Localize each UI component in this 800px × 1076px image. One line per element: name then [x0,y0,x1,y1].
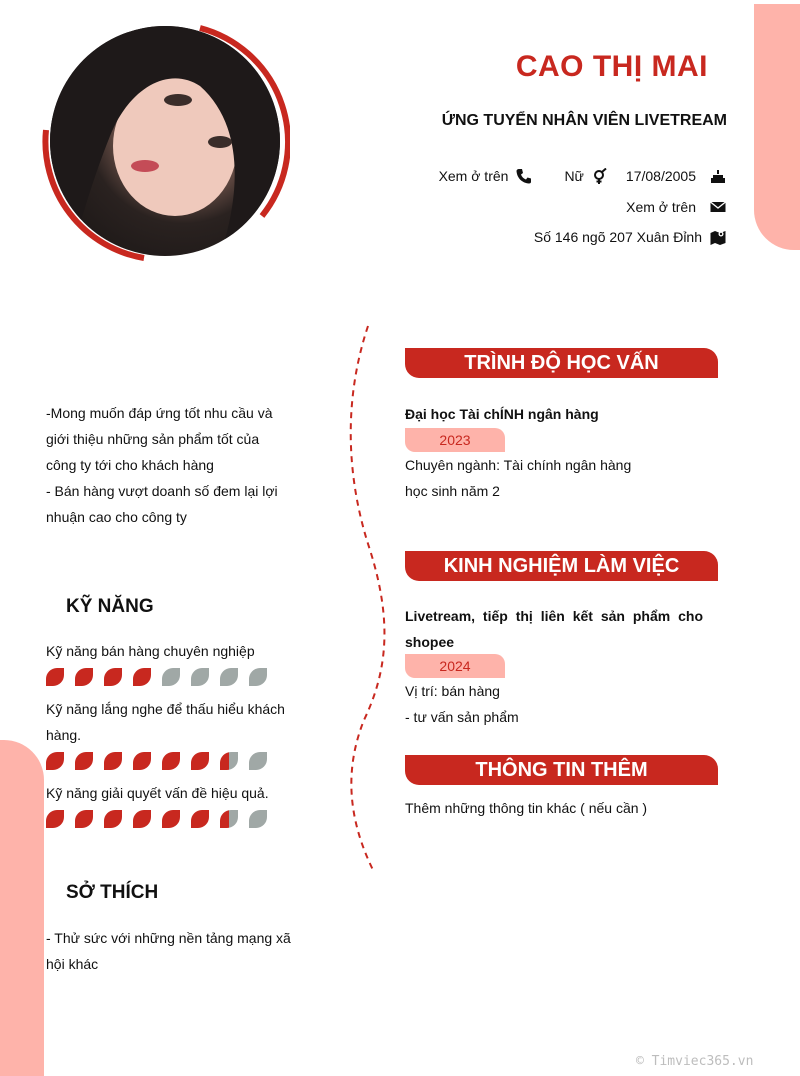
phone-icon [516,168,532,184]
extra-info-text: Thêm những thông tin khác ( nếu cần ) [405,800,648,816]
email-icon [710,199,726,215]
skill-label: Kỹ năng bán hàng chuyên nghiệp [46,643,255,659]
skill-rating [46,752,267,770]
skill-dot [191,810,209,828]
school-name: Đại học Tài chÍNH ngân hàng [405,406,599,422]
watermark: © Timviec365.vn [636,1054,754,1069]
skill-dot [220,752,238,770]
skill-dot [46,668,64,686]
address-value: Số 146 ngõ 207 Xuân Đỉnh [533,229,702,245]
skill-dot [75,810,93,828]
phone-value: Xem ở trên [438,168,509,184]
info-row-personal [420,168,726,184]
decorative-shape-top-right [754,4,800,250]
gender-icon [592,168,608,184]
birthday-value: 17/08/2005 [625,168,696,184]
objective-line: nhuận cao cho công ty [46,509,187,525]
skills-heading: KỸ NĂNG [66,596,154,617]
company-name [405,603,703,655]
education-year-badge: 2023 [405,428,505,452]
hobby-line: - Thử sức với những nền tảng mạng xã [46,930,291,946]
skill-dot [249,752,267,770]
skill-dot [104,752,122,770]
hobbies-heading: SỞ THÍCH [66,882,159,903]
objective-line: -Mong muốn đáp ứng tốt nhu cầu và [46,405,273,421]
skill-dot [46,752,64,770]
skill-dot [46,810,64,828]
skill-dot [133,752,151,770]
skill-dot [220,668,238,686]
skill-rating [46,810,267,828]
education-note: học sinh năm 2 [405,483,500,499]
email-value: Xem ở trên [626,199,696,215]
skill-label-line: hàng. [46,727,82,743]
skill-dot [249,810,267,828]
task-text: - tư vấn sản phẩm [405,709,519,725]
experience-heading: KINH NGHIỆM LÀM VIỆC [405,551,718,581]
avatar-photo [50,26,280,256]
skill-rating [46,668,267,686]
skill-dot [133,810,151,828]
education-heading: TRÌNH ĐỘ HỌC VẤN [405,348,718,378]
hobbies-text [46,925,296,977]
skill-label [46,696,296,748]
skill-dot [249,668,267,686]
objective-line: công ty tới cho khách hàng [46,457,214,473]
company-line: shopee [405,634,455,650]
objective-line: giới thiệu những sản phẩm tốt của [46,431,260,447]
skill-dot [162,752,180,770]
education-details [405,452,631,504]
career-objective [46,400,292,530]
skill-dot [220,810,238,828]
company-line: Livetream, tiếp thị liên kết sản phẩm cho [405,608,703,624]
experience-details [405,678,519,730]
skill-dot [191,668,209,686]
skill-dot [75,668,93,686]
candidate-name: CAO THỊ MAI [515,50,708,83]
skill-dot [162,810,180,828]
skill-label: Kỹ năng giải quyết vấn đề hiệu quả. [46,785,269,801]
gender-value: Nữ [564,168,584,184]
skill-label-line: Kỹ năng lắng nghe để thấu hiểu khách [46,701,285,717]
skill-dot [133,668,151,686]
skill-dot [104,810,122,828]
experience-year-badge: 2024 [405,654,505,678]
skill-dot [104,668,122,686]
job-title: ỨNG TUYỂN NHÂN VIÊN LIVETREAM [441,112,727,129]
objective-line: - Bán hàng vượt doanh số đem lại lợi [46,483,278,499]
dashed-divider-curve [330,320,400,880]
info-row-address [420,229,726,245]
map-icon [710,229,726,245]
skill-dot [162,668,180,686]
skill-dot [191,752,209,770]
hobby-line: hội khác [46,956,99,972]
position-text: Vị trí: bán hàng [405,683,500,699]
major-text: Chuyên ngành: Tài chính ngân hàng [405,457,632,473]
decorative-shape-bottom-left [0,740,44,1076]
info-row-email [420,199,726,215]
birthday-cake-icon [710,168,726,184]
skill-dot [75,752,93,770]
extra-info-heading: THÔNG TIN THÊM [405,755,718,785]
